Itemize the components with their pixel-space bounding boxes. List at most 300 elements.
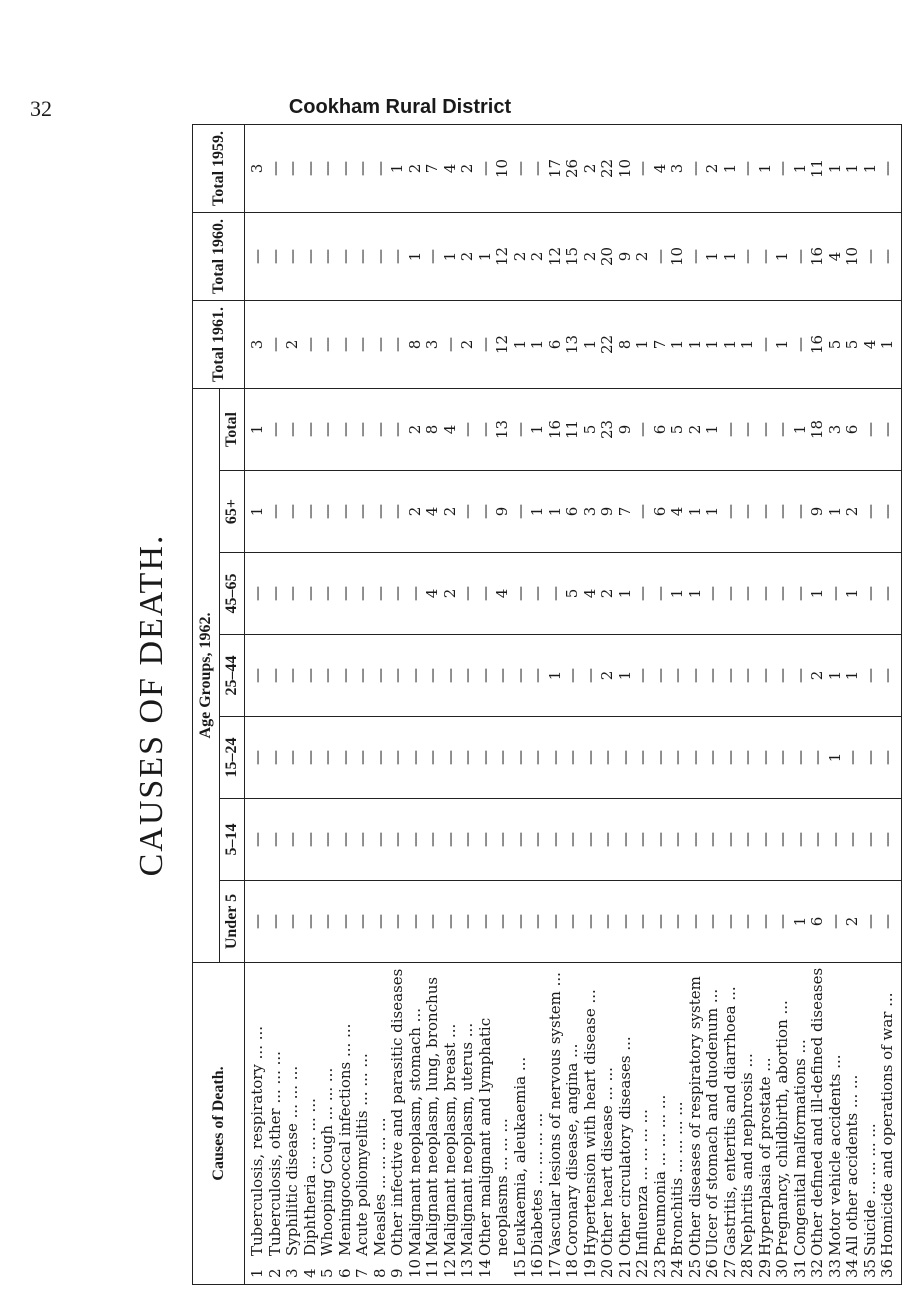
table-cell: — bbox=[755, 336, 774, 352]
table-cell: — bbox=[755, 668, 774, 683]
table-cell: — bbox=[878, 248, 896, 264]
table-cell: — bbox=[685, 750, 704, 765]
table-cell: — bbox=[265, 668, 284, 683]
table-cell: 2 bbox=[685, 424, 704, 435]
table-cell: 18 bbox=[808, 419, 826, 440]
cause-number: 1 bbox=[248, 1268, 266, 1278]
table-cell: — bbox=[510, 914, 529, 929]
running-header: Cookham Rural District bbox=[288, 96, 512, 118]
cause-row bbox=[319, 967, 337, 1278]
cause-row bbox=[477, 967, 495, 1278]
table-cell: — bbox=[720, 832, 739, 847]
table-cell: 11 bbox=[563, 419, 581, 440]
table-cell: — bbox=[510, 421, 529, 437]
table-cell: 4 bbox=[440, 163, 459, 174]
table-cell: — bbox=[335, 421, 354, 437]
header-15-24: 15–24 bbox=[220, 717, 245, 799]
cause-number: 6 bbox=[335, 1268, 354, 1278]
table-cell: — bbox=[563, 914, 581, 929]
table-cell: 7 bbox=[423, 163, 441, 174]
table-cell: — bbox=[423, 668, 441, 683]
table-cell: — bbox=[335, 914, 354, 929]
table-cell: — bbox=[335, 750, 354, 765]
cause-number: 9 bbox=[388, 1268, 406, 1278]
table-cell: — bbox=[283, 668, 301, 683]
table-cell: 2 bbox=[458, 163, 476, 174]
cause-row bbox=[442, 967, 460, 1278]
table-cell: 1 bbox=[825, 752, 844, 763]
table-cell: — bbox=[790, 750, 809, 765]
table-cell: — bbox=[335, 336, 354, 352]
table-cell: — bbox=[773, 750, 791, 765]
cause-number: 25 bbox=[685, 1258, 704, 1278]
cause-row bbox=[372, 967, 390, 1278]
table-cell: 1 bbox=[720, 251, 739, 262]
table-cell: — bbox=[755, 914, 774, 929]
table-cell: — bbox=[248, 586, 266, 601]
cause-number: 32 bbox=[808, 1258, 826, 1278]
table-cell: — bbox=[720, 586, 739, 601]
table-cell: — bbox=[493, 832, 511, 847]
cause-label: Homicide and operations of war ... bbox=[878, 992, 896, 1256]
cause-number: 16 bbox=[528, 1258, 546, 1278]
table-cell: — bbox=[633, 668, 651, 683]
table-cell: — bbox=[720, 914, 739, 929]
table-cell: — bbox=[318, 248, 336, 264]
table-cell: 1 bbox=[615, 670, 634, 681]
cause-row bbox=[862, 967, 880, 1278]
total-1959-column bbox=[245, 124, 902, 212]
table-cell: 1 bbox=[703, 251, 721, 262]
cause-row bbox=[459, 967, 477, 1278]
cause-number: 5 bbox=[318, 1268, 336, 1278]
table-cell: 1 bbox=[528, 339, 546, 350]
cause-number: 20 bbox=[598, 1258, 616, 1278]
table-cell: — bbox=[738, 248, 756, 264]
header-total-1960: Total 1960. bbox=[193, 212, 245, 300]
table-cell: 1 bbox=[703, 506, 721, 517]
table-cell: 15 bbox=[563, 246, 581, 266]
cause-row bbox=[634, 967, 652, 1278]
table-cell: — bbox=[878, 832, 896, 847]
cause-row bbox=[774, 967, 792, 1278]
table-cell: — bbox=[773, 504, 791, 519]
table-cell: — bbox=[738, 914, 756, 929]
table-cell: 1 bbox=[843, 588, 861, 599]
table-cell: 9 bbox=[808, 506, 826, 517]
table-cell: — bbox=[773, 832, 791, 847]
table-cell: — bbox=[738, 586, 756, 601]
table-cell: 3 bbox=[423, 339, 441, 350]
table-cell: 1 bbox=[580, 339, 599, 350]
table-cell: — bbox=[545, 914, 564, 929]
table-cell: 4 bbox=[650, 163, 669, 174]
table-cell: — bbox=[283, 914, 301, 929]
table-cell: — bbox=[440, 750, 459, 765]
cause-number: 33 bbox=[825, 1258, 844, 1278]
table-cell: 4 bbox=[493, 588, 511, 599]
table-cell: — bbox=[475, 914, 494, 929]
table-cell: — bbox=[475, 504, 494, 519]
cause-row bbox=[547, 967, 565, 1278]
table-cell: — bbox=[528, 914, 546, 929]
table-cell: — bbox=[475, 160, 494, 176]
table-cell: — bbox=[388, 586, 406, 601]
table-cell: — bbox=[370, 248, 389, 264]
cause-label: Ulcer of stomach and duodenum ... bbox=[703, 988, 721, 1256]
table-cell: — bbox=[510, 832, 529, 847]
table-cell: — bbox=[650, 832, 669, 847]
cause-label: Acute poliomyelitis ... ... ... bbox=[353, 1053, 371, 1256]
table-cell: 1 bbox=[668, 588, 686, 599]
table-cell: 2 bbox=[598, 670, 616, 681]
cause-number: 21 bbox=[615, 1258, 634, 1278]
table-cell: 1 bbox=[440, 251, 459, 262]
cause-row bbox=[389, 967, 407, 1278]
table-cell: — bbox=[388, 832, 406, 847]
table-cell: — bbox=[283, 750, 301, 765]
table-cell: 3 bbox=[580, 506, 599, 517]
table-cell: — bbox=[300, 421, 319, 437]
table-cell: — bbox=[458, 914, 476, 929]
table-cell: 4 bbox=[860, 339, 879, 350]
table-cell: — bbox=[738, 160, 756, 176]
table-cell: — bbox=[353, 160, 371, 176]
table-cell: — bbox=[405, 586, 424, 601]
table-cell: — bbox=[685, 248, 704, 264]
table-cell: — bbox=[458, 504, 476, 519]
cause-number: 15 bbox=[510, 1258, 529, 1278]
table-cell: — bbox=[878, 750, 896, 765]
table-cell: — bbox=[615, 832, 634, 847]
cause-label: Other heart disease ... ... bbox=[598, 1067, 616, 1256]
cause-number: 31 bbox=[790, 1258, 809, 1278]
table-cell: — bbox=[318, 504, 336, 519]
cause-label: Hyperplasia of prostate ... bbox=[755, 1057, 774, 1256]
cause-label: Gastritis, enteritis and diarrhoea ... bbox=[720, 986, 739, 1256]
table-cell: — bbox=[668, 668, 686, 683]
table-cell: — bbox=[668, 914, 686, 929]
table-cell: — bbox=[300, 248, 319, 264]
table-cell: — bbox=[335, 586, 354, 601]
table-cell: 9 bbox=[598, 506, 616, 517]
age-15-24-column bbox=[245, 717, 902, 799]
cause-label: Pneumonia ... ... ... ... bbox=[650, 1094, 669, 1256]
table-cell: 1 bbox=[790, 163, 809, 174]
cause-row bbox=[669, 967, 687, 1278]
table-cell: — bbox=[283, 248, 301, 264]
cause-label: All other accidents ... ... bbox=[843, 1074, 861, 1256]
cause-row bbox=[249, 967, 267, 1278]
age-65-plus-column bbox=[245, 471, 902, 553]
table-cell: — bbox=[720, 421, 739, 437]
table-cell: 2 bbox=[580, 163, 599, 174]
table-cell: 5 bbox=[563, 588, 581, 599]
table-cell: 1 bbox=[773, 251, 791, 262]
table-cell: — bbox=[860, 421, 879, 437]
table-cell: — bbox=[668, 750, 686, 765]
table-cell: — bbox=[720, 504, 739, 519]
table-cell: 26 bbox=[563, 158, 581, 178]
table-cell: 2 bbox=[440, 588, 459, 599]
cause-label: Nephritis and nephrosis ... bbox=[738, 1053, 756, 1256]
total-column bbox=[245, 388, 902, 470]
table-cell: — bbox=[510, 750, 529, 765]
table-cell: — bbox=[685, 914, 704, 929]
table-cell: — bbox=[510, 668, 529, 683]
table-cell: 1 bbox=[703, 339, 721, 350]
cause-number: 27 bbox=[720, 1258, 739, 1278]
cause-row bbox=[792, 967, 810, 1278]
table-cell: — bbox=[773, 668, 791, 683]
table-cell: 1 bbox=[825, 670, 844, 681]
table-cell: 4 bbox=[423, 506, 441, 517]
table-cell: — bbox=[318, 586, 336, 601]
table-cell: — bbox=[423, 248, 441, 264]
table-cell: — bbox=[423, 914, 441, 929]
cause-row bbox=[757, 967, 775, 1278]
cause-label: Other circulatory diseases ... bbox=[615, 1036, 634, 1256]
table-cell: 1 bbox=[755, 163, 774, 174]
table-cell: — bbox=[615, 914, 634, 929]
table-cell: — bbox=[860, 914, 879, 929]
cause-row bbox=[302, 967, 320, 1278]
table-cell: — bbox=[405, 832, 424, 847]
table-cell: — bbox=[493, 914, 511, 929]
table-cell: — bbox=[703, 914, 721, 929]
table-cell: 1 bbox=[633, 339, 651, 350]
table-cell: — bbox=[475, 750, 494, 765]
cause-row bbox=[687, 967, 705, 1278]
cause-number: 13 bbox=[458, 1258, 476, 1278]
table-cell: — bbox=[738, 504, 756, 519]
table-cell: 13 bbox=[563, 334, 581, 354]
table-cell: — bbox=[300, 586, 319, 601]
table-cell: — bbox=[545, 750, 564, 765]
table-cell: — bbox=[825, 832, 844, 847]
table-cell: 1 bbox=[545, 506, 564, 517]
table-cell: — bbox=[633, 160, 651, 176]
table-cell: 23 bbox=[598, 419, 616, 440]
table-cell: — bbox=[650, 914, 669, 929]
table-cell: — bbox=[300, 160, 319, 176]
table-cell: 1 bbox=[703, 424, 721, 435]
table-cell: — bbox=[370, 586, 389, 601]
table-cell: 2 bbox=[843, 506, 861, 517]
table-cell: — bbox=[755, 248, 774, 264]
table-cell: 2 bbox=[405, 424, 424, 435]
cause-number: 14 bbox=[475, 1258, 494, 1278]
table-cell: — bbox=[265, 750, 284, 765]
table-cell: — bbox=[318, 832, 336, 847]
under5-column bbox=[245, 881, 902, 963]
table-cell: — bbox=[528, 160, 546, 176]
table-cell: 1 bbox=[685, 339, 704, 350]
table-cell: 12 bbox=[493, 246, 511, 266]
table-cell: — bbox=[353, 750, 371, 765]
cause-row bbox=[407, 967, 425, 1278]
table-cell: — bbox=[388, 336, 406, 352]
cause-row bbox=[512, 967, 530, 1278]
table-cell: 9 bbox=[615, 251, 634, 262]
table-cell: 1 bbox=[528, 506, 546, 517]
cause-number: 26 bbox=[703, 1258, 721, 1278]
table-cell: 7 bbox=[615, 506, 634, 517]
table-cell: 8 bbox=[615, 339, 634, 350]
table-cell: — bbox=[335, 160, 354, 176]
total-1960-column bbox=[245, 212, 902, 300]
table-cell: — bbox=[370, 914, 389, 929]
table-cell: — bbox=[248, 750, 266, 765]
table-cell: — bbox=[283, 832, 301, 847]
table-cell: — bbox=[790, 248, 809, 264]
table-cell: 2 bbox=[808, 670, 826, 681]
rotated-table-block bbox=[112, 125, 896, 1285]
table-cell: — bbox=[248, 248, 266, 264]
cause-label: Bronchitis ... ... ... ... bbox=[668, 1101, 686, 1256]
table-cell: — bbox=[720, 668, 739, 683]
table-cell: 6 bbox=[650, 506, 669, 517]
cause-label: Hypertension with heart disease ... bbox=[580, 989, 599, 1256]
cause-number: 36 bbox=[878, 1258, 896, 1278]
table-cell: — bbox=[353, 914, 371, 929]
table-cell: 2 bbox=[405, 163, 424, 174]
cause-label: Pregnancy, childbirth, abortion ... bbox=[773, 1000, 791, 1256]
table-cell: — bbox=[615, 750, 634, 765]
table-cell: — bbox=[703, 668, 721, 683]
table-cell: — bbox=[370, 160, 389, 176]
cause-row bbox=[844, 967, 862, 1278]
table-cell: — bbox=[860, 832, 879, 847]
table-cell: 1 bbox=[248, 424, 266, 435]
table-cell: — bbox=[318, 750, 336, 765]
cause-number: 11 bbox=[423, 1258, 441, 1278]
table-cell: — bbox=[528, 750, 546, 765]
table-cell: — bbox=[335, 668, 354, 683]
table-cell: — bbox=[773, 586, 791, 601]
cause-number: 34 bbox=[843, 1258, 861, 1278]
table-cell: 1 bbox=[720, 163, 739, 174]
table-cell: 10 bbox=[668, 246, 686, 266]
table-cell: — bbox=[580, 750, 599, 765]
table-cell: — bbox=[300, 914, 319, 929]
table-cell: — bbox=[353, 586, 371, 601]
cause-row bbox=[354, 967, 372, 1278]
table-cell: — bbox=[300, 336, 319, 352]
table-cell: — bbox=[335, 248, 354, 264]
table-cell: — bbox=[668, 832, 686, 847]
table-cell: 8 bbox=[423, 424, 441, 435]
table-cell: — bbox=[353, 832, 371, 847]
cause-label: Tuberculosis, respiratory ... ... bbox=[248, 1025, 266, 1256]
table-cell: — bbox=[248, 832, 266, 847]
table-cell: — bbox=[598, 832, 616, 847]
table-cell: — bbox=[703, 832, 721, 847]
table-cell: 1 bbox=[843, 670, 861, 681]
cause-label: Congenital malformations ... bbox=[790, 1039, 809, 1256]
table-cell: — bbox=[265, 914, 284, 929]
cause-row bbox=[739, 967, 757, 1278]
cause-label: Motor vehicle accidents ... bbox=[825, 1054, 844, 1256]
table-cell: — bbox=[563, 832, 581, 847]
table-cell: 11 bbox=[808, 158, 826, 178]
table-cell: — bbox=[878, 421, 896, 437]
table-cell: 2 bbox=[283, 339, 301, 350]
table-cell: 1 bbox=[825, 506, 844, 517]
table-cell: 3 bbox=[248, 339, 266, 350]
table-cell: 6 bbox=[843, 424, 861, 435]
table-cell: — bbox=[738, 421, 756, 437]
table-cell: — bbox=[843, 832, 861, 847]
table-cell: — bbox=[580, 668, 599, 683]
cause-label: neoplasms ... ... ... bbox=[493, 1118, 511, 1256]
table-cell: — bbox=[265, 160, 284, 176]
table-cell: — bbox=[703, 586, 721, 601]
table-cell: — bbox=[493, 750, 511, 765]
header-causes: Causes of Death. bbox=[193, 963, 245, 1285]
cause-row bbox=[564, 967, 582, 1278]
table-cell: — bbox=[405, 668, 424, 683]
table-cell: — bbox=[248, 668, 266, 683]
table-cell: 12 bbox=[545, 246, 564, 266]
table-cell: — bbox=[633, 586, 651, 601]
table-cell: 1 bbox=[510, 339, 529, 350]
cause-row bbox=[722, 967, 740, 1278]
table-cell: — bbox=[318, 336, 336, 352]
header-25-44: 25–44 bbox=[220, 635, 245, 717]
cause-row bbox=[617, 967, 635, 1278]
table-cell: — bbox=[755, 421, 774, 437]
table-cell: 3 bbox=[825, 424, 844, 435]
table-cell: 6 bbox=[563, 506, 581, 517]
table-cell: — bbox=[370, 668, 389, 683]
causes-column bbox=[245, 963, 902, 1285]
table-cell: 1 bbox=[475, 251, 494, 262]
table-cell: — bbox=[633, 504, 651, 519]
table-cell: 8 bbox=[405, 339, 424, 350]
header-5-14: 5–14 bbox=[220, 799, 245, 881]
table-cell: 1 bbox=[808, 588, 826, 599]
table-cell: 1 bbox=[685, 588, 704, 599]
table-cell: 2 bbox=[598, 588, 616, 599]
cause-row bbox=[494, 967, 512, 1278]
table-cell: — bbox=[598, 914, 616, 929]
cause-row bbox=[582, 967, 600, 1278]
cause-row bbox=[652, 967, 670, 1278]
table-cell: 20 bbox=[598, 246, 616, 266]
table-cell: — bbox=[545, 832, 564, 847]
table-cell: — bbox=[650, 586, 669, 601]
table-cell: — bbox=[318, 421, 336, 437]
table-cell: — bbox=[458, 421, 476, 437]
table-cell: — bbox=[773, 160, 791, 176]
table-cell: — bbox=[860, 248, 879, 264]
table-cell: — bbox=[580, 914, 599, 929]
cause-row bbox=[879, 967, 897, 1278]
table-cell: — bbox=[388, 248, 406, 264]
header-under5: Under 5 bbox=[220, 881, 245, 963]
table-cell: — bbox=[510, 586, 529, 601]
header-age-groups: Age Groups, 1962. bbox=[193, 388, 220, 962]
cause-row bbox=[704, 967, 722, 1278]
table-cell: 1 bbox=[738, 339, 756, 350]
table-cell: — bbox=[353, 504, 371, 519]
table-cell: — bbox=[633, 914, 651, 929]
table-cell: 4 bbox=[825, 251, 844, 262]
cause-label: Syphilitic disease ... ... ... bbox=[283, 1065, 301, 1256]
table-cell: 12 bbox=[493, 334, 511, 354]
table-cell: 6 bbox=[808, 916, 826, 927]
